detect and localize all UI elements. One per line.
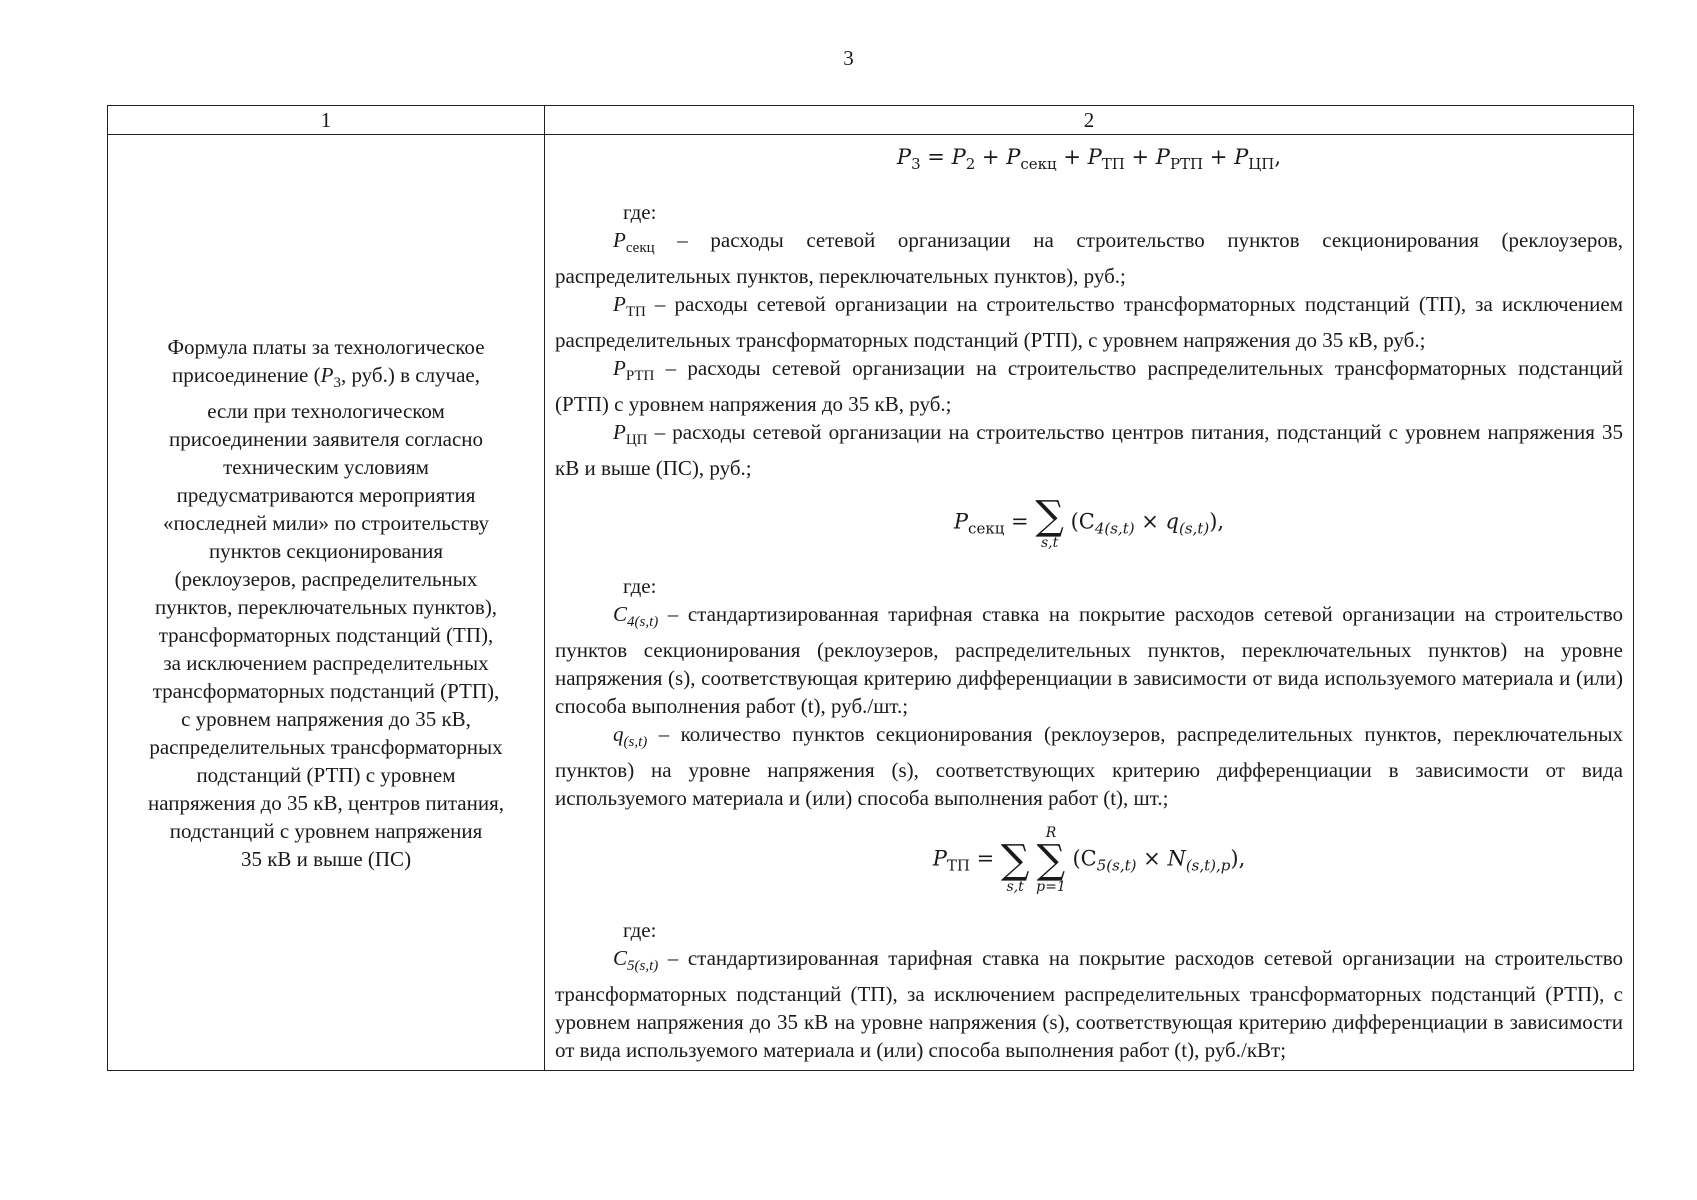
definition-p-rtp — [555, 354, 1623, 418]
formula-token: + — [1056, 145, 1088, 169]
formula-token: P — [1234, 145, 1249, 169]
formula-token: ( — [1070, 509, 1079, 534]
description-line: «последней мили» по строительству — [162, 510, 490, 535]
formula-token: = — [969, 846, 1001, 871]
description-line: трансформаторных подстанций (ТП), — [158, 622, 494, 647]
definition-c5 — [555, 944, 1623, 1064]
formula-token: + — [1203, 145, 1235, 169]
sum-operator — [1001, 826, 1030, 894]
formula-token: R — [1045, 825, 1057, 841]
formula-token: C — [613, 602, 628, 626]
description-line: (реклоузеров, распределительных — [174, 566, 478, 591]
formula-token: × — [1136, 846, 1168, 871]
formula-token: 2 — [965, 155, 976, 173]
formula-token: s,t — [1006, 879, 1024, 895]
formula-token: P — [613, 228, 626, 252]
formula-token: ), — [1209, 509, 1225, 534]
formula-token: P — [1006, 145, 1021, 169]
formula-p-tp — [555, 826, 1623, 898]
formula-token: 3 — [911, 155, 921, 173]
formula-description-cell — [108, 135, 545, 1071]
description-line: предусматриваются мероприятия — [176, 482, 476, 507]
formula-token: 5(s,t) — [627, 958, 659, 974]
definition-c4 — [555, 600, 1623, 720]
description-line: пунктов, переключательных пунктов), — [154, 594, 498, 619]
column-2-header: 2 — [545, 106, 1634, 135]
column-1-header: 1 — [108, 106, 545, 135]
formula-token: секц — [625, 240, 655, 256]
formula-token: 4(s,t) — [1094, 519, 1135, 538]
formula-token: ( — [1072, 846, 1081, 871]
formula-token: 5(s,t) — [1096, 856, 1137, 875]
symbol-p: P — [320, 362, 334, 387]
formula-token: P — [932, 846, 947, 871]
formula-token: ЦП — [625, 432, 648, 448]
table-row — [108, 135, 1634, 1071]
definition-p-sekc — [555, 226, 1623, 290]
formula-description — [118, 285, 534, 921]
formula-token: × — [1134, 509, 1166, 534]
formula-token: – расходы сетевой организации на строительство распределительных трансформаторных подстанций (РТП) с уровнем напряжения до 35 кВ, руб.; — [555, 356, 1623, 416]
where-label: где: — [623, 574, 657, 598]
definition-q — [555, 720, 1623, 812]
description-line: трансформаторных подстанций (РТП), — [152, 678, 500, 703]
formula-p3 — [555, 143, 1623, 178]
formula-token: P — [953, 509, 969, 534]
formula-token: C — [613, 946, 628, 970]
description-line: , руб.) в случае, — [340, 362, 480, 387]
sum-operator — [1036, 826, 1066, 894]
description-line: за исключением распределительных — [163, 650, 489, 675]
definition-p-tp — [555, 290, 1623, 354]
formula-token: q — [1165, 509, 1179, 534]
formula-token: P — [613, 292, 626, 316]
table-header-row — [108, 106, 1634, 135]
formula-token: = — [1004, 509, 1036, 534]
formula-token: + — [1124, 145, 1156, 169]
formula-token: (s,t) — [1179, 519, 1210, 538]
description-line: Формула платы за технологическое — [167, 334, 485, 359]
formula-token: s,t — [1040, 535, 1059, 551]
formula-token: = — [920, 145, 952, 169]
formula-token: ТП — [625, 304, 646, 320]
formula-token: N — [1167, 846, 1186, 871]
formula-token: (s,t) — [623, 734, 648, 750]
tariff-formula-table — [107, 105, 1634, 1071]
formula-token: ТП — [1101, 155, 1125, 173]
description-line: пунктов секционирования — [208, 538, 444, 563]
formula-token: P — [1155, 145, 1170, 169]
formula-token: P — [896, 145, 912, 169]
formula-token: – стандартизированная тарифная ставка на покрытие расходов сетевой организации на строительство трансформаторных подстанций (ТП), за исключением распределительных трансформаторных подстанций (РТП), с уровнем напряжения до 35 кВ на уровне напряжения (s), соответствующая критерию дифференциации в зависимости от вида используемого материала и (или) способа выполнения работ (t), руб./кВт; — [555, 946, 1623, 1062]
definition-p-cp — [555, 418, 1623, 482]
description-line: если при технологическом — [207, 398, 445, 423]
formula-token: P — [1087, 145, 1102, 169]
formula-token: + — [975, 145, 1007, 169]
description-line: присоединение ( — [172, 362, 321, 387]
formula-token: – расходы сетевой организации на строительство центров питания, подстанций с уровнем напряжения 35 кВ и выше (ПС), руб.; — [555, 420, 1623, 480]
formula-token: ∑ — [1000, 837, 1030, 883]
formula-detail-cell — [545, 135, 1634, 1071]
formula-token: P — [613, 356, 626, 380]
formula-token: – стандартизированная тарифная ставка на покрытие расходов сетевой организации на строительство пунктов секционирования (реклоузеров, распределительных пунктов, переключательных пунктов) на уровне напряжения (s), соответствующая критерию дифференциации в зависимости от вида используемого материала и (или) способа выполнения работ (t), руб./шт.; — [555, 602, 1623, 718]
sum-operator — [1035, 493, 1064, 551]
description-line: напряжения до 35 кВ, центров питания, — [147, 790, 505, 815]
formula-token: ∑ — [1036, 837, 1066, 883]
formula-token: – расходы сетевой организации на строительство пунктов секционирования (реклоузеров, распределительных пунктов, переключательных пунктов), руб.; — [555, 228, 1623, 288]
formula-token: C — [1078, 509, 1095, 534]
description-line: подстанций с уровнем напряжения — [169, 818, 483, 843]
formula-token: ТП — [946, 856, 970, 875]
description-line: подстанций (РТП) с уровнем — [196, 762, 456, 787]
formula-token: (s,t),p — [1185, 856, 1231, 875]
where-label: где: — [623, 918, 657, 942]
formula-token: , — [1274, 145, 1282, 169]
description-line: распределительных трансформаторных — [149, 734, 503, 759]
formula-token: P — [613, 420, 626, 444]
formula-p-sekc — [555, 493, 1623, 554]
formula-token: p=1 — [1036, 879, 1066, 895]
formula-token: РТП — [1169, 155, 1204, 173]
formula-token: – расходы сетевой организации на строительство трансформаторных подстанций (ТП), за исключением распределительных трансформаторных подстанций (РТП), с уровнем напряжения до 35 кВ, руб.; — [555, 292, 1623, 352]
formula-token: ЦП — [1248, 155, 1275, 173]
page-number: 3 — [843, 46, 854, 70]
description-line: с уровнем напряжения до 35 кВ, — [181, 706, 471, 731]
description-line: присоединении заявителя согласно — [168, 426, 484, 451]
subscript: 3 — [333, 374, 341, 391]
formula-token: секц — [1020, 155, 1057, 173]
formula-token: – количество пунктов секционирования (реклоузеров, распределительных пунктов, переключательных пунктов) на уровне напряжения (s), соответствующих критерию дифференциации в зависимости от вида используемого материала и (или) способа выполнения работ (t), шт.; — [555, 722, 1623, 810]
formula-token: C — [1080, 846, 1097, 871]
description-line: техническим условиям — [223, 454, 429, 479]
formula-token: q — [613, 722, 624, 746]
where-label: где: — [623, 200, 657, 224]
formula-token: 4(s,t) — [627, 614, 659, 630]
formula-token: P — [951, 145, 966, 169]
formula-token: РТП — [625, 368, 655, 384]
formula-token: секц — [968, 519, 1005, 538]
description-line: 35 кВ и выше (ПС) — [240, 846, 412, 871]
formula-token: ∑ — [1035, 493, 1064, 539]
formula-token: ), — [1230, 846, 1246, 871]
